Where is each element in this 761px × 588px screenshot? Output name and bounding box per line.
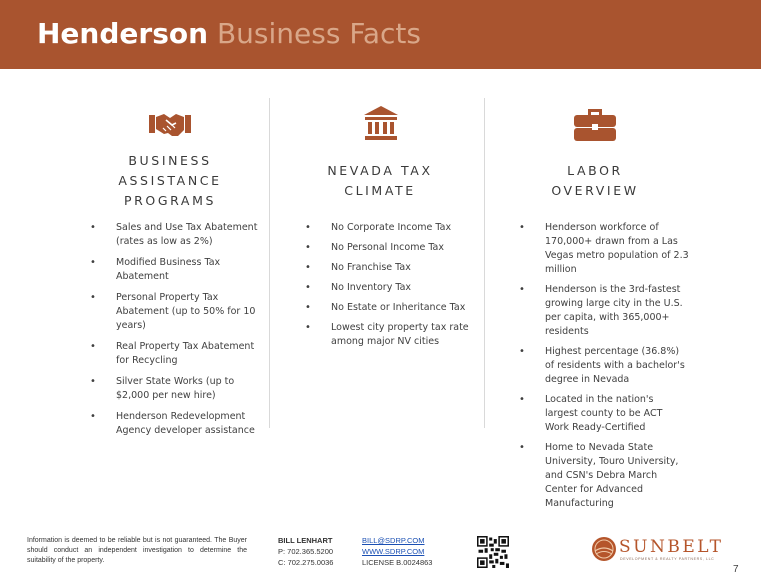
- heading-line: ASSISTANCE: [118, 173, 222, 188]
- list-item: • No Corporate Income Tax: [305, 221, 480, 235]
- heading-line: NEVADA TAX: [327, 163, 433, 178]
- bullet-list: [519, 221, 689, 517]
- list-item: • Silver State Works (up to $2,000 per new hire): [90, 375, 260, 403]
- list-item: • Modified Business Tax Abatement: [90, 256, 260, 284]
- contact-name: BILL LENHART: [278, 536, 333, 545]
- contact-phone: P: 702.365.5200: [278, 547, 334, 556]
- email-link[interactable]: BILL@SDRP.COM: [362, 536, 425, 545]
- list-item: • No Personal Income Tax: [305, 241, 480, 255]
- list-item: • Henderson Redevelopment Agency developer assistance: [90, 410, 260, 438]
- list-item: • Personal Property Tax Abatement (up to 50% for 10 years): [90, 291, 260, 333]
- bank-icon: [362, 104, 400, 142]
- page-number: 7: [733, 564, 739, 575]
- list-item: • Sales and Use Tax Abatement (rates as low as 2%): [90, 221, 260, 249]
- briefcase-icon: [573, 106, 617, 142]
- list-item: • No Estate or Inheritance Tax: [305, 301, 480, 315]
- heading-line: LABOR: [567, 163, 623, 178]
- sun-logo-icon: [591, 536, 617, 562]
- list-item: • Highest percentage (36.8%) of residents with a bachelor's degree in Nevada: [519, 345, 689, 387]
- contact-info: [278, 535, 333, 568]
- title-light: Business Facts: [216, 17, 421, 50]
- list-item: • Home to Nevada State University, Touro University, and CSN's Debra March Center for Advanced Manufacturing: [519, 441, 689, 511]
- license-number: LICENSE B.0024863: [362, 558, 433, 567]
- list-item: • Real Property Tax Abatement for Recycling: [90, 340, 260, 368]
- column-divider: [484, 98, 485, 428]
- logo-tagline: DEVELOPMENT & REALTY PARTNERS, LLC: [620, 557, 715, 561]
- column-heading: [525, 161, 665, 201]
- column-divider: [269, 98, 270, 428]
- sunbelt-logo: [591, 535, 724, 565]
- handshake-icon: [148, 106, 192, 140]
- website-link[interactable]: WWW.SDRP.COM: [362, 547, 425, 556]
- heading-line: CLIMATE: [344, 183, 416, 198]
- list-item: • Lowest city property tax rate among major NV cities: [305, 321, 480, 349]
- qr-code-icon: [477, 536, 509, 568]
- bullet-list: [90, 221, 260, 445]
- contact-links: [362, 535, 432, 568]
- list-item: • No Inventory Tax: [305, 281, 480, 295]
- list-item: • No Franchise Tax: [305, 261, 480, 275]
- page-title: [37, 16, 421, 52]
- contact-cell: C: 702.275.0036: [278, 558, 334, 567]
- bullet-list: [305, 221, 480, 355]
- header-bar: [0, 0, 761, 69]
- heading-line: BUSINESS: [128, 153, 212, 168]
- disclaimer: Information is deemed to be reliable but is not guaranteed. The Buyer should conduct an independent investigation to determine the suitability of the property.: [27, 537, 247, 564]
- heading-line: OVERVIEW: [551, 183, 639, 198]
- list-item: • Located in the nation's largest county to be ACT Work Ready-Certified: [519, 393, 689, 435]
- logo-wordmark: SUNBELT: [619, 537, 724, 557]
- heading-line: PROGRAMS: [124, 193, 216, 208]
- column-heading: [310, 161, 450, 201]
- column-heading: [100, 151, 240, 211]
- list-item: • Henderson is the 3rd-fastest growing large city in the U.S. per capita, with 365,000+ residents: [519, 283, 689, 339]
- list-item: • Henderson workforce of 170,000+ drawn from a Las Vegas metro population of 2.3 million: [519, 221, 689, 277]
- title-bold: Henderson: [37, 17, 209, 50]
